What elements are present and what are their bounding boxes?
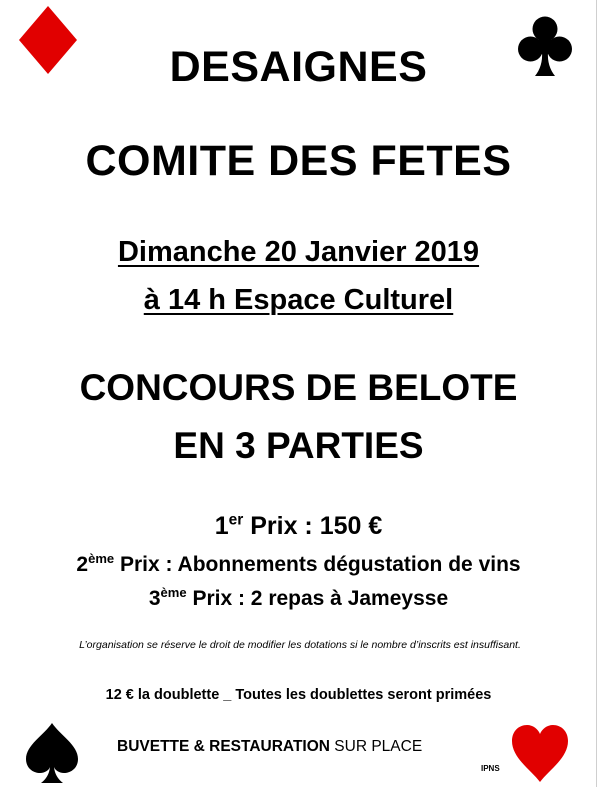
prize-rank: 1	[214, 512, 229, 540]
event-time-place-text: à 14 h Espace Culturel	[143, 284, 454, 316]
buvette-bold-text: BUVETTE & RESTAURATION	[117, 738, 330, 755]
prize-rank: 2	[76, 553, 89, 576]
prize-first	[0, 510, 597, 542]
poster-title-town: DESAIGNES	[169, 43, 428, 91]
prize-rank-suffix: er	[228, 511, 244, 529]
event-date	[0, 234, 597, 270]
event-date-text: Dimanche 20 Janvier 2019	[117, 236, 480, 268]
prize-text: Prix : 2 repas à Jameysse	[186, 587, 449, 610]
prize-rank: 3	[148, 587, 161, 610]
spade-icon	[22, 721, 82, 785]
contest-title: CONCOURS DE BELOTE	[79, 367, 518, 408]
entry-price: 12 € la doublette _ Toutes les doublettes seront primées	[105, 687, 492, 703]
prize-rank-suffix: ème	[160, 585, 187, 601]
event-time-place	[0, 282, 597, 318]
prize-rank-suffix: ème	[88, 551, 115, 567]
prize-third	[0, 585, 597, 613]
poster-title-committee: COMITE DES FETES	[85, 137, 512, 185]
prize-text: Prix : 150 €	[243, 512, 383, 540]
heart-icon	[509, 722, 571, 784]
organisation-note: L’organisation se réserve le droit de modifier les dotations si le nombre d’inscrits est insuffisant.	[79, 639, 521, 651]
contest-rounds: EN 3 PARTIES	[173, 425, 424, 466]
buvette-regular-text: SUR PLACE	[329, 738, 423, 755]
prize-text: Prix : Abonnements dégustation de vins	[114, 553, 521, 576]
buvette-line	[117, 737, 422, 757]
ipns-label: IPNS	[481, 764, 500, 773]
prize-second	[0, 551, 597, 579]
